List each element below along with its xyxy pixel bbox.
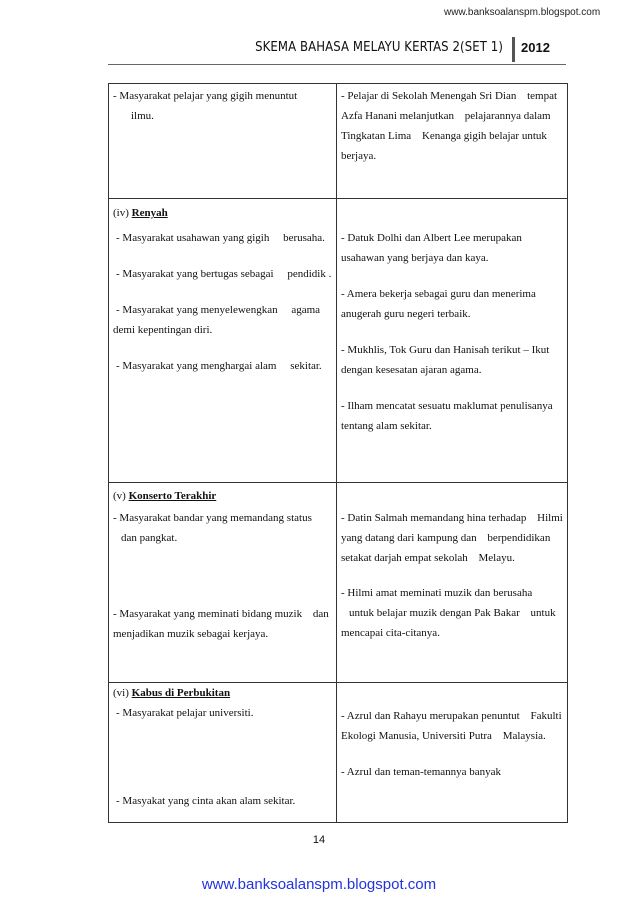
- cell-line: Melayu.: [478, 552, 515, 564]
- site-url-bottom[interactable]: www.banksoalanspm.blogspot.com: [201, 876, 437, 893]
- cell-line: Fakulti Ekologi Manusia, Universiti Putra: [341, 710, 562, 742]
- cell-line: Hilmi yang datang dari kampung dan: [341, 512, 563, 544]
- cell-line: Malaysia.: [502, 730, 546, 742]
- cell-line: - Masyarakat bandar yang memandang status: [113, 512, 312, 524]
- cell-line: - Masyarakat yang bertugas sebagai: [116, 268, 274, 280]
- table-cell-right: [337, 683, 568, 823]
- cell-line: agama demi kepentingan diri.: [113, 304, 321, 336]
- table-cell-left: [109, 84, 337, 199]
- cell-line: dan menjadikan muzik sebagai kerjaya.: [113, 608, 329, 640]
- cell-line: anugerah guru negeri terbaik.: [341, 308, 471, 320]
- section-title-text: Renyah: [131, 207, 168, 219]
- table-cell-right: [337, 199, 568, 483]
- cell-line: dan pangkat.: [121, 532, 178, 544]
- answer-table: [108, 83, 568, 823]
- cell-line: untuk mencapai cita-citanya.: [341, 607, 556, 639]
- cell-line: - Datuk Dolhi dan Albert Lee merupakan: [341, 232, 522, 244]
- cell-line: - Masyarakat usahawan yang gigih: [116, 232, 270, 244]
- cell-line: ilmu.: [131, 110, 154, 122]
- page-header: [108, 35, 566, 65]
- site-url-top: www.banksoalanspm.blogspot.com: [444, 7, 601, 18]
- cell-line: - Azrul dan Rahayu merupakan penuntut: [341, 710, 520, 722]
- cell-line: - Masyakat yang cinta akan alam sekitar.: [116, 795, 296, 807]
- header-divider: [512, 37, 515, 62]
- cell-line: - Masyarakat yang menyelewengkan: [116, 304, 278, 316]
- cell-line: - Amera bekerja sebagai guru dan menerima: [341, 288, 536, 300]
- cell-line: - Mukhlis, Tok Guru dan Hanisah terikut –: [341, 344, 529, 356]
- cell-line: - Hilmi amat meminati muzik dan berusaha: [341, 587, 533, 599]
- cell-line: berpendidikan setakat darjah empat sekolah: [341, 532, 551, 564]
- cell-line: - Masyarakat yang menghargai alam: [116, 360, 277, 372]
- section-title: [113, 683, 332, 703]
- header-rule: [108, 64, 566, 65]
- cell-line: [341, 687, 344, 699]
- table-cell-right: [337, 84, 568, 199]
- table-cell-right: [337, 483, 568, 683]
- cell-line: - Pelajar di Sekolah Menengah Sri Dian: [341, 90, 517, 102]
- table-cell-left: [109, 483, 337, 683]
- cell-line: [341, 490, 344, 502]
- section-title-text: Konserto Terakhir: [128, 490, 217, 502]
- cell-line: - Azrul dan teman-temannya banyak: [341, 766, 502, 778]
- table-row: [109, 483, 568, 683]
- section-number: (v): [113, 490, 126, 502]
- page-number: 14: [312, 834, 326, 846]
- cell-line: - Datin Salmah memandang hina terhadap: [341, 512, 527, 524]
- cell-line: - Masyarakat pelajar yang gigih menuntut: [113, 90, 298, 102]
- cell-line: - Masyarakat yang meminati bidang muzik: [113, 608, 303, 620]
- cell-line: pendidik .: [287, 268, 332, 280]
- table-row: [109, 199, 568, 483]
- section-number: (vi): [113, 687, 129, 699]
- table-cell-left: [109, 683, 337, 823]
- cell-line: usahawan yang berjaya dan kaya.: [341, 252, 489, 264]
- cell-line: tempat Azfa Hanani melanjutkan: [341, 90, 558, 122]
- cell-line: [341, 207, 344, 219]
- table-row: [109, 84, 568, 199]
- cell-line: pelajarannya dalam Tingkatan Lima: [341, 110, 551, 142]
- cell-line: - Masyarakat pelajar universiti.: [116, 707, 254, 719]
- section-title-text: Kabus di Perbukitan: [131, 687, 231, 699]
- page-title: SKEMA BAHASA MELAYU KERTAS 2(SET 1): [255, 40, 503, 55]
- cell-line: Kenanga gigih belajar untuk berjaya.: [341, 130, 547, 162]
- cell-line: untuk belajar muzik dengan Pak Bakar: [349, 607, 520, 619]
- cell-line: berusaha.: [283, 232, 325, 244]
- section-title: [113, 486, 332, 506]
- section-title: [113, 203, 332, 223]
- cell-line: sekitar.: [290, 360, 322, 372]
- section-number: (iv): [113, 207, 129, 219]
- header-year: 2012: [521, 40, 550, 55]
- cell-line: - Ilham mencatat sesuatu maklumat: [341, 400, 498, 412]
- table-cell-left: [109, 199, 337, 483]
- cell-line: penulisanya tentang alam sekitar.: [341, 400, 553, 432]
- cell-line: Ikut dengan kesesatan ajaran agama.: [341, 344, 550, 376]
- table-row: [109, 683, 568, 823]
